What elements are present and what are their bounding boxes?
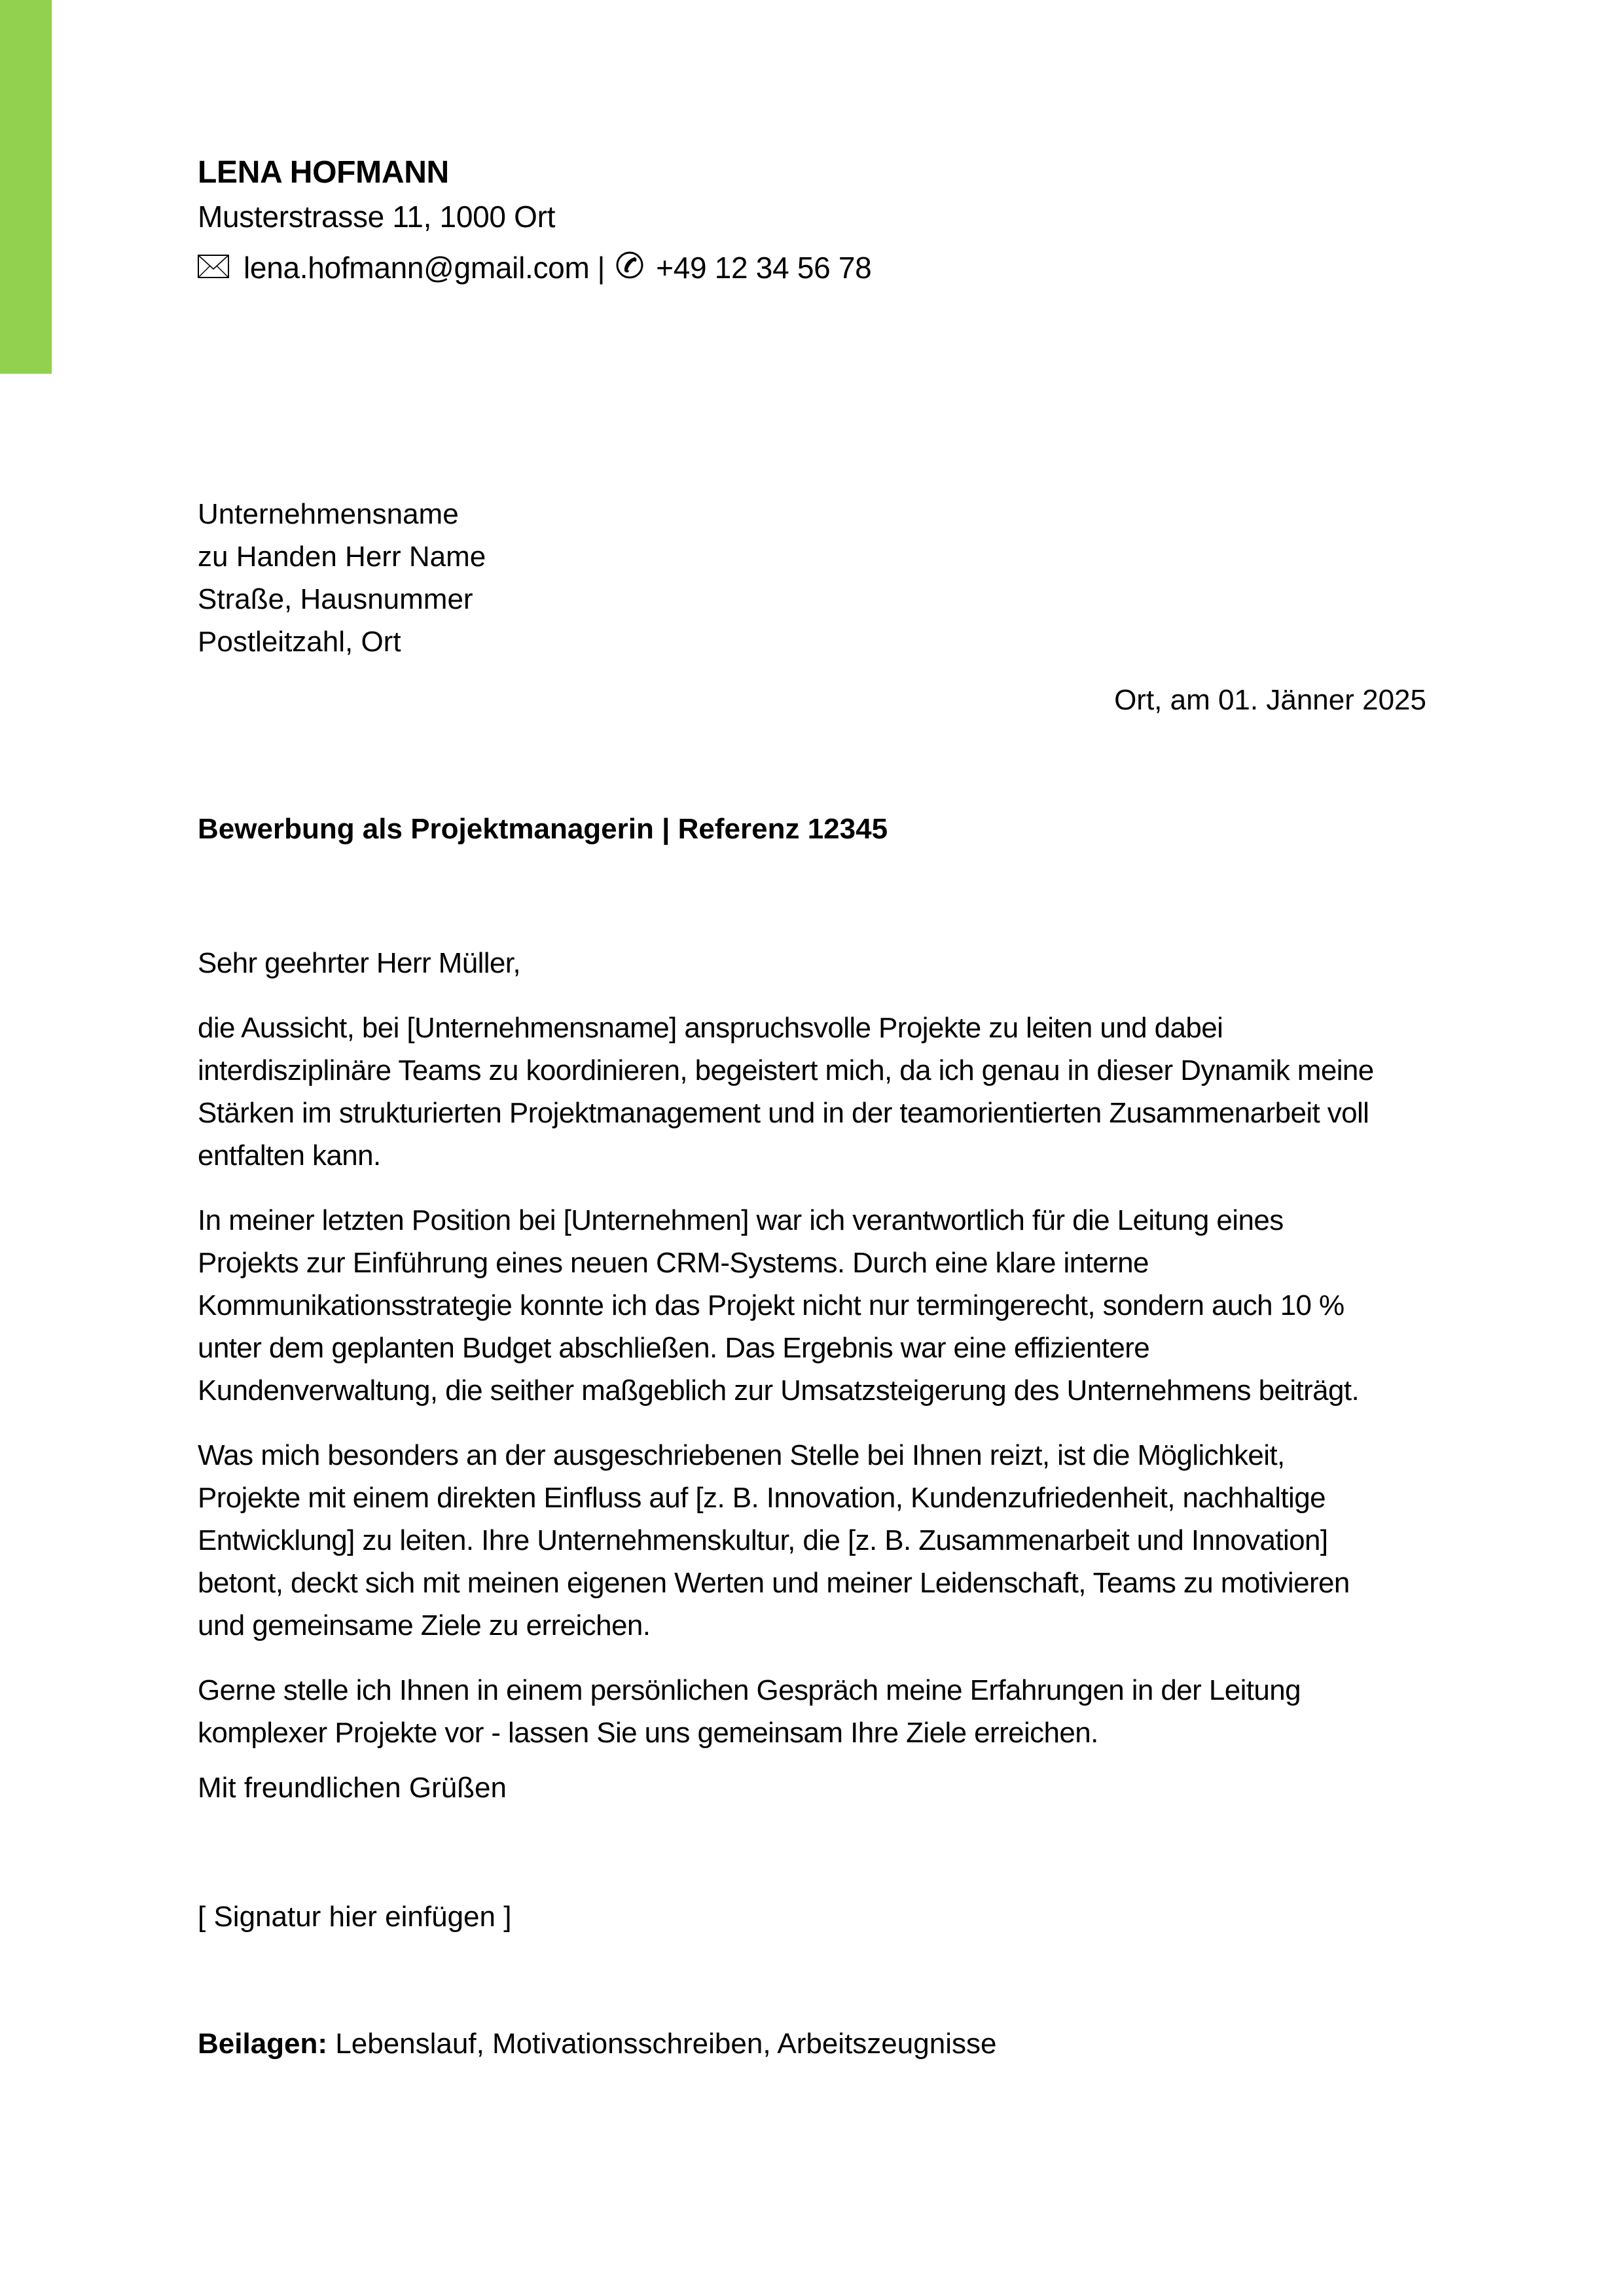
paragraph-line: Gerne stelle ich Ihnen in einem persönlichen Gespräch meine Erfahrungen in der Leitung [198, 1674, 1301, 1706]
body-paragraph-3 [198, 1434, 1441, 1647]
attachments-label: Beilagen: [198, 2028, 328, 2060]
sender-email[interactable]: lena.hofmann@gmail.com [244, 250, 590, 285]
recipient-line: Straße, Hausnummer [198, 583, 473, 615]
paragraph-line: Stärken im strukturierten Projektmanagement und in der teamorientierten Zusammenarbeit voll [198, 1097, 1369, 1129]
paragraph-line: Entwicklung] zu leiten. Ihre Unternehmenskultur, die [z. B. Zusammenarbeit und Innovation] [198, 1524, 1328, 1556]
sender-contact [198, 251, 871, 284]
paragraph-line: Projekts zur Einführung eines neuen CRM-Systems. Durch eine klare interne [198, 1247, 1149, 1279]
recipient-line: zu Handen Herr Name [198, 541, 486, 573]
envelope-icon [198, 253, 229, 283]
sender-address: Musterstrasse 11, 1000 Ort [198, 200, 556, 234]
paragraph-line: komplexer Projekte vor - lassen Sie uns gemeinsam Ihre Ziele erreichen. [198, 1717, 1098, 1749]
paragraph-line: Kundenverwaltung, die seither maßgeblich zur Umsatzsteigerung des Unternehmens beiträgt. [198, 1374, 1360, 1407]
paragraph-line: entfalten kann. [198, 1139, 381, 1172]
paragraph-line: betont, deckt sich mit meinen eigenen Werten und meiner Leidenschaft, Teams zu motivieren [198, 1567, 1350, 1599]
attachments [198, 2028, 996, 2060]
recipient-address [198, 493, 486, 663]
paragraph-line: Projekte mit einem direkten Einfluss auf [z. B. Innovation, Kundenzufriedenheit, nachhaltige [198, 1482, 1326, 1514]
recipient-line: Postleitzahl, Ort [198, 626, 401, 658]
sender-name: LENA HOFMANN [198, 155, 449, 190]
attachments-list: Lebenslauf, Motivationsschreiben, Arbeitszeugnisse [335, 2028, 997, 2060]
paragraph-line: die Aussicht, bei [Unternehmensname] anspruchsvolle Projekte zu leiten und dabei [198, 1012, 1223, 1044]
closing: Mit freundlichen Grüßen [198, 1772, 507, 1804]
salutation: Sehr geehrter Herr Müller, [198, 947, 521, 979]
paragraph-line: unter dem geplanten Budget abschließen. Das Ergebnis war eine effizientere [198, 1332, 1150, 1364]
letter-subject: Bewerbung als Projektmanagerin | Referenz 12345 [198, 813, 888, 845]
body-paragraph-2 [198, 1199, 1441, 1412]
letter-body [198, 942, 1441, 1776]
body-paragraph-1 [198, 1007, 1441, 1177]
accent-bar [0, 0, 52, 374]
paragraph-line: Was mich besonders an der ausgeschriebenen Stelle bei Ihnen reizt, ist die Möglichkeit, [198, 1439, 1285, 1471]
paragraph-line: interdisziplinäre Teams zu koordinieren, begeistert mich, da ich genau in dieser Dynamik meine [198, 1054, 1374, 1086]
letter-date: Ort, am 01. Jänner 2025 [1114, 684, 1426, 716]
paragraph-line: In meiner letzten Position bei [Unternehmen] war ich verantwortlich für die Leitung eines [198, 1204, 1284, 1236]
contact-separator: | [597, 250, 605, 285]
signature-placeholder: [ Signatur hier einfügen ] [198, 1901, 512, 1933]
phone-icon [615, 251, 644, 284]
body-paragraph-4 [198, 1669, 1441, 1754]
paragraph-line: und gemeinsame Ziele zu erreichen. [198, 1609, 651, 1641]
sender-phone[interactable]: +49 12 34 56 78 [656, 250, 872, 285]
recipient-line: Unternehmensname [198, 498, 459, 530]
paragraph-line: Kommunikationsstrategie konnte ich das Projekt nicht nur termingerecht, sondern auch 10 % [198, 1289, 1344, 1321]
